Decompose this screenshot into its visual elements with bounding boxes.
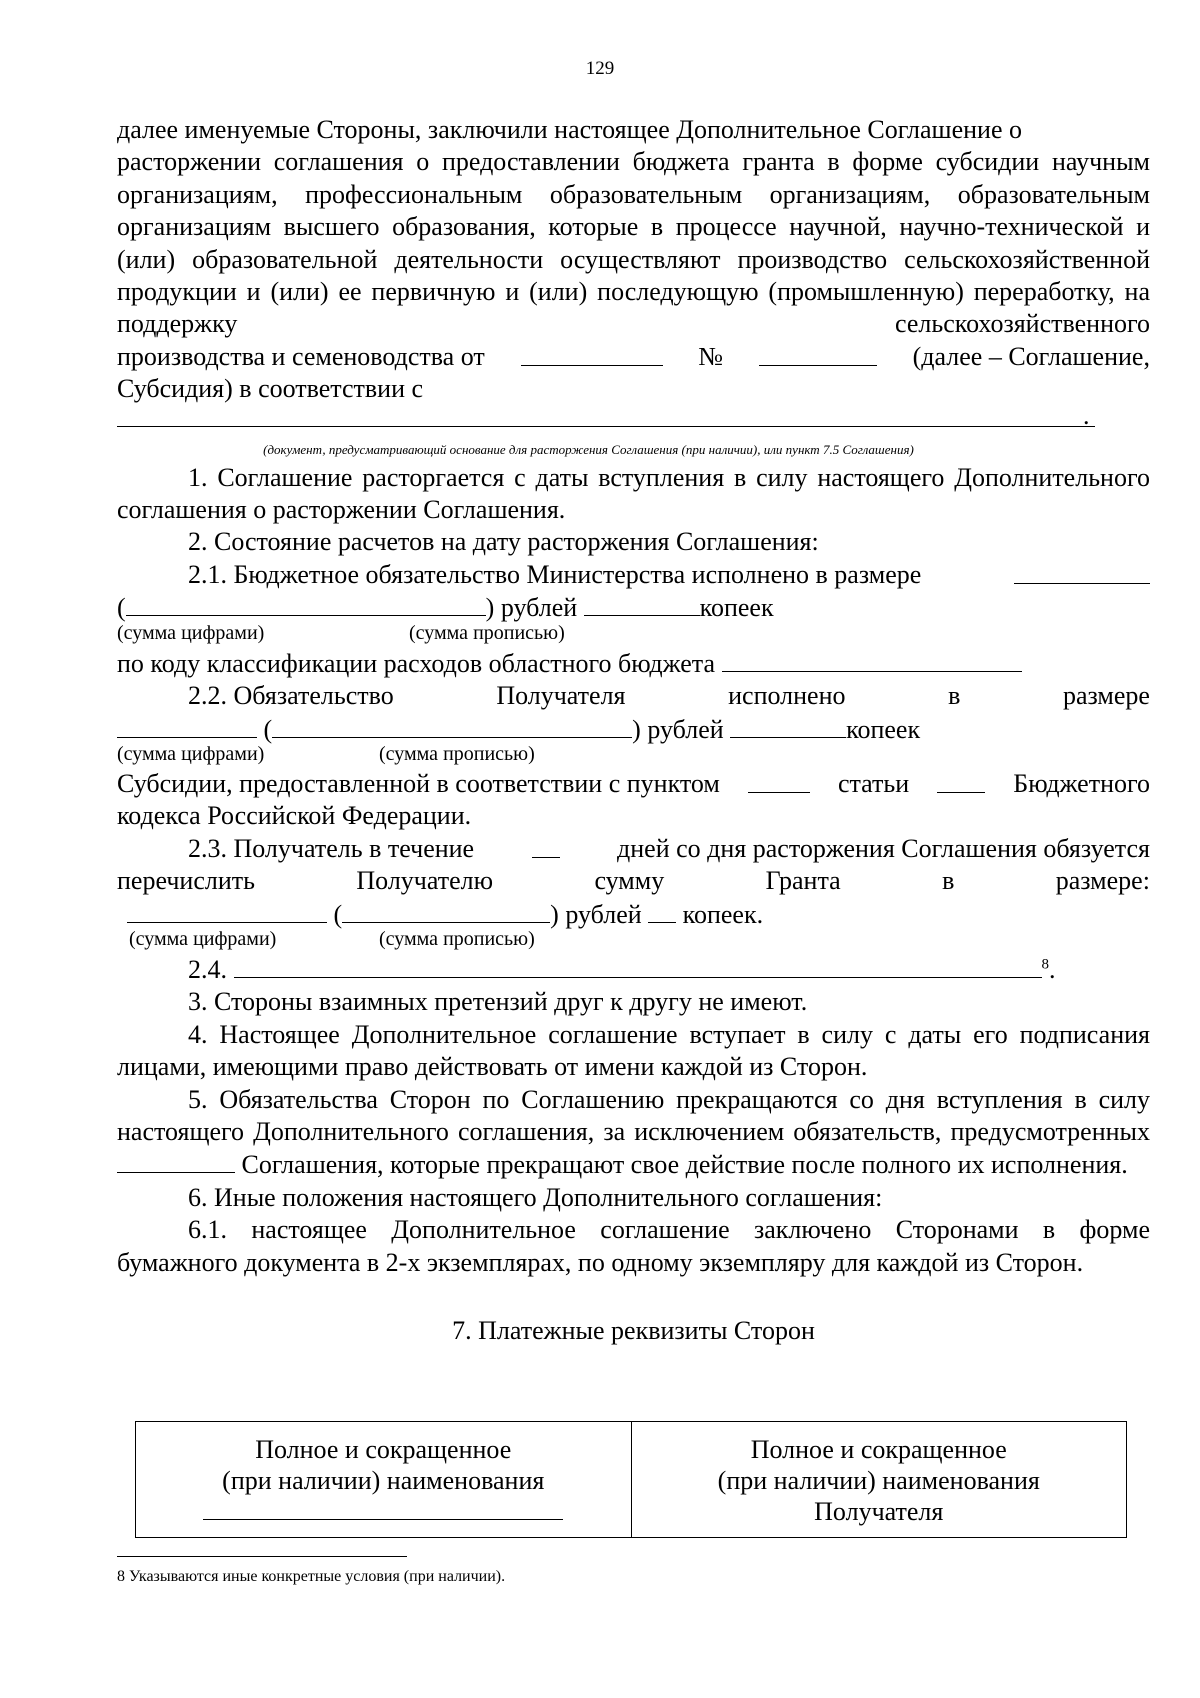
- number-sign: №: [698, 341, 724, 371]
- clause-2-1-captions: [117, 621, 1150, 647]
- cell-text: (при наличии) наименования: [222, 1466, 545, 1495]
- kopecks-label: копеек.: [682, 899, 764, 929]
- clause-2-3: [117, 833, 1150, 865]
- text-fragment: Бюджетного: [1013, 768, 1150, 798]
- amount-digits-blank: [117, 713, 257, 738]
- cell-text: (при наличии) наименования: [717, 1466, 1040, 1495]
- text-fragment: дней со дня расторжения Соглашения обязуется: [617, 833, 1150, 863]
- clause-number: 2.4.: [188, 954, 227, 984]
- word: 2.2. Обязательство: [188, 681, 394, 711]
- paren: (: [117, 593, 126, 623]
- clause-2-1-amount-line: [117, 591, 1150, 624]
- clause-2-2-amount-line: [117, 713, 1150, 746]
- clause-ref-blank: [117, 1148, 235, 1173]
- clause-2-2: [117, 680, 1150, 712]
- clause-2-3-captions: [117, 927, 1150, 953]
- amount-words-blank: [272, 713, 632, 738]
- text-fragment: Субсидии, предоставленной в соответствии с пунктом: [117, 768, 720, 798]
- text-fragment: статьи: [837, 768, 910, 798]
- point-blank: [748, 768, 810, 793]
- clause-4: 4. Настоящее Дополнительное соглашение вступает в силу с даты его подписания лицами, имеющими право действовать от имени каждой из Сторон.: [117, 1019, 1150, 1082]
- caption-digits: (сумма цифрами): [117, 742, 265, 765]
- text-fragment: Соглашения, которые прекращают свое действие после полного их исполнения.: [241, 1150, 1128, 1180]
- text-line: далее именуемые Стороны, заключили настоящее Дополнительное Соглашение о: [117, 115, 1022, 144]
- word: исполнено: [728, 681, 846, 711]
- kopecks-blank: [584, 591, 700, 616]
- text-fragment: производства и семеноводства от: [117, 341, 485, 371]
- caption-words: (сумма прописью): [409, 621, 565, 644]
- page-number: 129: [585, 58, 615, 79]
- text-line: расторжении соглашения о предоставлении бюджета гранта в форме субсидии: [117, 147, 1040, 177]
- text-line: производство сельскохозяйственной продукции и (или) ее первичную и (или): [117, 244, 1150, 307]
- basis-caption: (документ, предусматривающий основание для расторжения Соглашения (при наличии), или пункт 7.5 Соглашения): [263, 441, 914, 457]
- amount-words-blank: [342, 898, 550, 923]
- text-line: образовательным организациям высшего образования, которые в процессе научной,: [117, 179, 1151, 242]
- rubles-label: ) рублей: [485, 593, 578, 623]
- days-blank: [532, 833, 560, 858]
- clause-2-2-captions: [117, 742, 1150, 768]
- rubles-label: ) рублей: [550, 899, 642, 929]
- cell-text: Полное и сокращенное: [750, 1435, 1007, 1464]
- word: Получателя: [496, 681, 626, 711]
- clause-6-1: 6.1. настоящее Дополнительное соглашение заключено Сторонами в форме бумажного документа в 2-х экземплярах, по одному экземпляру для каждой из Сторон.: [117, 1215, 1150, 1277]
- section-title: 7. Платежные реквизиты Сторон: [452, 1316, 815, 1345]
- word: сумму: [594, 866, 665, 896]
- clause-2-4: [117, 953, 1150, 986]
- word: размере:: [1055, 866, 1150, 896]
- table-row: [136, 1422, 1127, 1538]
- period: .: [1083, 400, 1090, 430]
- document-body: [117, 114, 1150, 1347]
- clause-5: [117, 1084, 1150, 1182]
- cell-text: Получателя: [814, 1497, 944, 1526]
- agreement-date-blank: [521, 341, 663, 366]
- period: .: [1049, 954, 1056, 984]
- article-blank: [937, 768, 985, 793]
- word: в: [942, 866, 955, 896]
- kopecks-blank: [648, 898, 676, 923]
- budget-code-ref: кодекса Российской Федерации.: [117, 801, 472, 831]
- caption-words: (сумма прописью): [379, 742, 535, 765]
- amount-digits-blank: [127, 898, 327, 923]
- kopecks-label: копеек: [699, 593, 774, 623]
- left-party-cell: [136, 1422, 632, 1538]
- subsidy-article-line: [117, 768, 1150, 800]
- word: перечислить: [117, 866, 255, 896]
- footnote-separator: [117, 1556, 407, 1557]
- word: Гранта: [765, 866, 841, 896]
- budget-code-blank: [722, 647, 1022, 672]
- word: Получателю: [356, 866, 494, 896]
- caption-digits: (сумма цифрами): [129, 927, 277, 950]
- intro-text: [117, 146, 1150, 340]
- word: размере: [1062, 681, 1150, 711]
- paren: (: [333, 899, 343, 929]
- clause-1: 1. Соглашение расторгается с даты вступления в силу настоящего Дополнительного соглашения о расторжении Соглашения.: [117, 462, 1150, 525]
- amount-words-blank: [126, 591, 486, 616]
- agreement-number-blank: [759, 341, 877, 366]
- clause-3: 3. Стороны взаимных претензий друг к другу не имеют.: [188, 987, 808, 1017]
- text-line: научно-технической и (или) образовательной деятельности осуществляют: [117, 212, 1151, 274]
- budget-code-text: по коду классификации расходов областного бюджета: [117, 648, 715, 678]
- text-line: последующую (промышленную) переработку, на поддержку сельскохозяйственного: [117, 277, 1151, 339]
- clause-2-1-text: 2.1. Бюджетное обязательство Министерства исполнено в размере: [188, 559, 922, 589]
- footnote-ref[interactable]: 8: [1041, 956, 1049, 973]
- basis-blank-line: [117, 400, 1150, 440]
- text-fragment: 5. Обязательства Сторон по Соглашению прекращаются со дня вступления в силу настоящего Дополнительного соглашения, за исключением обязательств, предусмотренных: [117, 1084, 1150, 1146]
- agreement-date-line: [117, 341, 1150, 373]
- basis-blank: [117, 426, 1095, 427]
- clause-6: 6. Иные положения настоящего Дополнительного соглашения:: [188, 1182, 883, 1212]
- party-name-blank: [203, 1499, 563, 1520]
- clause-2-3-amount-line: [117, 898, 1150, 931]
- paren: (: [263, 714, 273, 744]
- caption-words: (сумма прописью): [379, 927, 535, 950]
- clause-2-1: [117, 559, 1150, 591]
- footnote: 8 Указываются иные конкретные условия (при наличии).: [117, 1568, 506, 1585]
- other-conditions-blank: [234, 953, 1042, 978]
- budget-code-line: [117, 647, 1150, 680]
- intro-paragraph: [117, 114, 1150, 146]
- caption-digits: (сумма цифрами): [117, 621, 265, 644]
- word: в: [948, 681, 961, 711]
- recipient-cell: [631, 1422, 1127, 1538]
- text-fragment: (далее – Соглашение,: [912, 341, 1150, 371]
- kopecks-blank: [730, 713, 846, 738]
- clause-2: 2. Состояние расчетов на дату расторжения Соглашения:: [188, 527, 819, 557]
- cell-text: Полное и сокращенное: [255, 1435, 512, 1464]
- text-fragment: 2.3. Получатель в течение: [188, 833, 475, 863]
- amount-blank: [1014, 559, 1150, 584]
- requisites-table: [135, 1421, 1127, 1538]
- text-line: научным организациям, профессиональным образовательным организациям,: [117, 147, 1150, 209]
- subsidy-line: Субсидия) в соответствии с: [117, 374, 424, 404]
- rubles-label: ) рублей: [632, 714, 724, 744]
- clause-2-3-line2: [117, 865, 1150, 897]
- kopecks-label: копеек: [846, 714, 921, 744]
